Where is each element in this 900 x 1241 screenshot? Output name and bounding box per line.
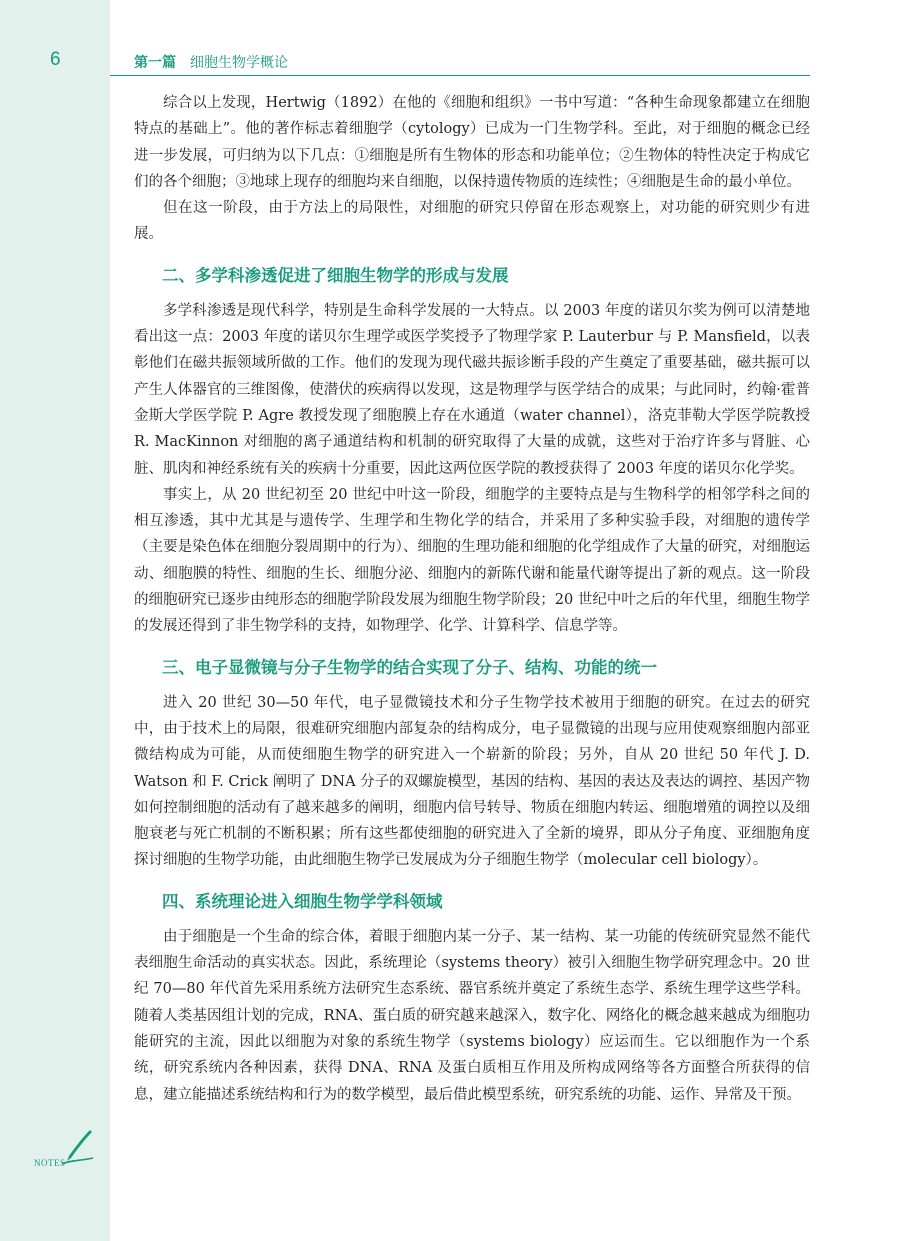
margin-sidebar xyxy=(0,0,110,1241)
paragraph: 由于细胞是一个生命的综合体，着眼于细胞内某一分子、某一结构、某一功能的传统研究显然不能代表细胞生命活动的真实状态。因此，系统理论（systems theory）被引入细胞生物学研究理念中。20 世纪 70—80 年代首先采用系统方法研究生态系统、器官系统并奠定了系统生态学、系统生理学这些学科。随着人类基因组计划的完成，RNA、蛋白质的研究越来越深入，数字化、网络化的概念越来越成为细胞功能研究的主流，因此以细胞为对象的系统生物学（systems biology）应运而生。它以细胞作为一个系统，研究系统内各种因素，获得 DNA、RNA 及蛋白质相互作用及所构成网络等各方面整合所获得的信息，建立能描述系统结构和行为的数学模型，最后借此模型系统，研究系统的功能、运作、异常及干预。 xyxy=(134,928,810,1103)
section-heading: 四、系统理论进入细胞生物学学科领域 xyxy=(162,891,443,911)
running-header xyxy=(134,52,810,72)
header-rule xyxy=(110,75,810,76)
notes-label: NOTES xyxy=(34,1158,66,1168)
notes-mark xyxy=(34,1128,98,1168)
paragraph: 多学科渗透是现代科学，特别是生命科学发展的一大特点。以 2003 年度的诺贝尔奖为例可以清楚地看出这一点：2003 年度的诺贝尔生理学或医学奖授予了物理学家 P. Lauterbur 与 P. Mansfield，以表彰他们在磁共振领域所做的工作。他们的发现为现代磁共振诊断手段的产生奠定了重要基础，磁共振可以产生人体器官的三维图像，使潜伏的疾病得以发现，这是物理学与医学结合的成果；与此同时，约翰·霍普金斯大学医学院 P. Agre 教授发现了细胞膜上存在水通道（water channel），洛克菲勒大学医学院教授 R. MacKinnon 对细胞的离子通道结构和机制的研究取得了大量的成就，这些对于治疗许多与肾脏、心脏、肌肉和神经系统有关的疾病十分重要，因此这两位医学院的教授获得了 2003 年度的诺贝尔化学奖。 xyxy=(134,302,810,477)
part-title: 细胞生物学概论 xyxy=(190,54,288,70)
section-heading: 三、电子显微镜与分子生物学的结合实现了分子、结构、功能的统一 xyxy=(162,657,657,677)
paragraph: 综合以上发现，Hertwig（1892）在他的《细胞和组织》一书中写道：“各种生命现象都建立在细胞特点的基础上”。他的著作标志着细胞学（cytology）已成为一门生物学科。至此，对于细胞的概念已经进一步发展，可归纳为以下几点：①细胞是所有生物体的形态和功能单位；②生物体的特性决定于构成它们的各个细胞；③地球上现存的细胞均来自细胞，以保持遗传物质的连续性；④细胞是生命的最小单位。 xyxy=(134,95,810,190)
paragraph: 但在这一阶段，由于方法上的局限性，对细胞的研究只停留在形态观察上，对功能的研究则少有进展。 xyxy=(134,200,810,243)
paragraph: 事实上，从 20 世纪初至 20 世纪中叶这一阶段，细胞学的主要特点是与生物科学的相邻学科之间的相互渗透，其中尤其是与遗传学、生理学和生物化学的结合，并采用了多种实验手段，对细胞的遗传学（主要是染色体在细胞分裂周期中的行为）、细胞的生理功能和细胞的化学组成作了大量的研究，对细胞运动、细胞膜的特性、细胞的生长、细胞分泌、细胞内的新陈代谢和能量代谢等提出了新的观点。这一阶段的细胞研究已逐步由纯形态的细胞学阶段发展为细胞生物学阶段；20 世纪中叶之后的年代里，细胞生物学的发展还得到了非生物学科的支持，如物理学、化学、计算科学、信息学等。 xyxy=(134,486,810,635)
section-heading: 二、多学科渗透促进了细胞生物学的形成与发展 xyxy=(162,265,509,285)
page-number: 6 xyxy=(50,49,61,70)
part-label: 第一篇 xyxy=(134,54,176,70)
paragraph: 进入 20 世纪 30—50 年代，电子显微镜技术和分子生物学技术被用于细胞的研究。在过去的研究中，由于技术上的局限，很难研究细胞内部复杂的结构成分，电子显微镜的出现与应用使观察细胞内部亚微结构成为可能，从而使细胞生物学的研究进入一个崭新的阶段；另外，自从 20 世纪 50 年代 J. D. Watson 和 F. Crick 阐明了 DNA 分子的双螺旋模型，基因的结构、基因的表达及表达的调控、基因产物如何控制细胞的活动有了越来越多的阐明，细胞内信号转导、物质在细胞内转运、细胞增殖的调控以及细胞衰老与死亡机制的不断积累；所有这些都使细胞的研究进入了全新的境界，即从分子角度、亚细胞角度探讨细胞的生物学功能，由此细胞生物学已发展成为分子细胞生物学（molecular cell biology）。 xyxy=(134,694,810,869)
main-text xyxy=(134,90,810,1108)
